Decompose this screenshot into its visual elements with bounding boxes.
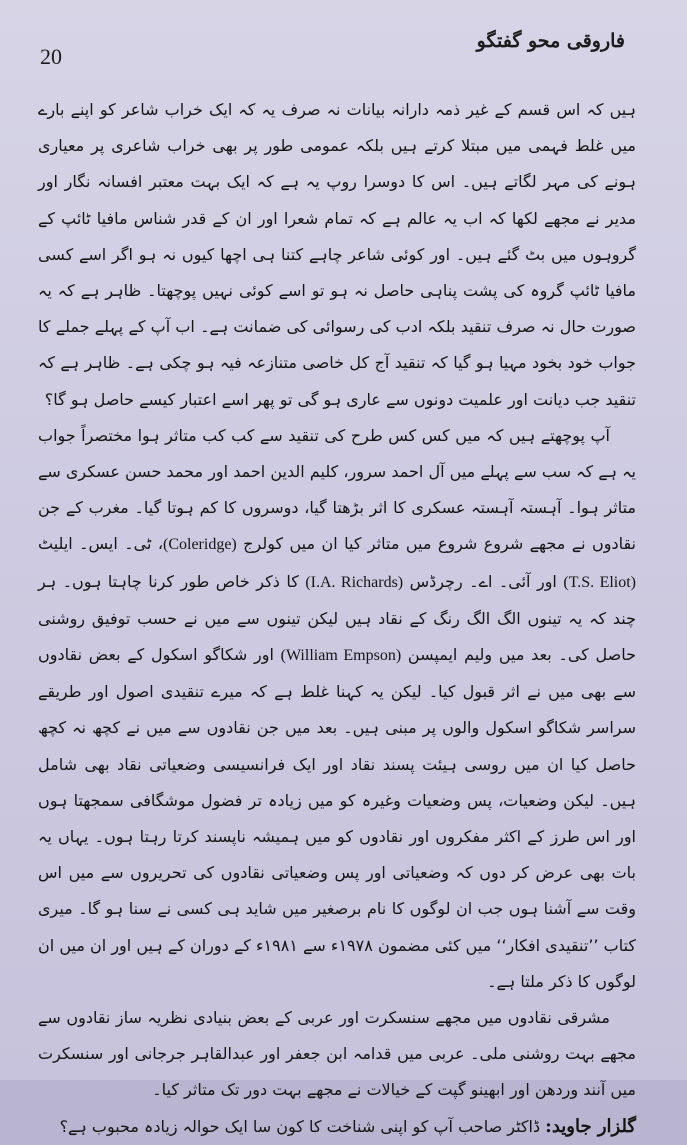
eliot-latin: (T.S. Eliot): [563, 573, 637, 591]
richards-latin: (I.A. Richards): [305, 573, 404, 591]
question-speaker: گلزار جاوید:: [545, 1115, 636, 1137]
paragraph-3: مشرقی نقادوں میں مجھے سنسکرت اور عربی کے بعض بنیادی نظریہ ساز نقادوں سے مجھے بہت روشنی ملی۔ عربی میں قدامہ ابن جعفر اور عبدالقاہر جرجانی اور سنسکرت میں آنند وردھن اور ابھینو گپت کے خیالات نے مجھے بہت دور تک متاثر کیا۔: [38, 1008, 636, 1100]
question-line: [38, 1109, 636, 1145]
running-head: فاروقی محو گفتگو: [476, 30, 625, 52]
paragraph-1: ہیں کہ اس قسم کے غیر ذمہ دارانہ بیانات نہ صرف یہ کہ ایک خراب شاعر کو اپنے بارے میں غلط فہمی میں مبتلا کرتے ہیں بلکہ عمومی طور پر بھی خراب شاعری پر معیاری ہونے کی مہر لگاتے ہیں۔ اس کا دوسرا روپ یہ ہے کہ ایک بہت معتبر افسانہ نگار اور مدیر نے مجھے لکھا کہ اب یہ عالم ہے کہ تمام شعرا اور ان کے قدر شناس مافیا ٹائپ کے گروہوں میں بٹ گئے ہیں۔ اور کوئی شاعر چاہے کتنا ہی اچھا کیوں نہ ہو اگر اسے کسی مافیا ٹائپ گروہ کی پشت پناہی حاصل نہ ہو تو اسے کوئی نہیں پوچھتا۔ ظاہر ہے کہ یہ صورت حال نہ صرف تنقید بلکہ ادب کی رسوائی کی ضمانت ہے۔ اب آپ کے پہلے جملے کا جواب خود بخود مہیا ہو گیا کہ تنقید آج کل خاصی متنازعہ فیہ ہو چکی ہے۔ ظاہر ہے کہ تنقید جب دیانت اور علمیت دونوں سے عاری ہو گی تو پھر اسے اعتبار کیسے حاصل ہو گا؟: [38, 100, 636, 409]
body-text: [38, 92, 636, 1145]
paragraph-2-part-4: کا ذکر خاص طور کرنا چاہتا ہوں۔ ہر چند کہ یہ تینوں الگ الگ رنگ کے نقاد ہیں لیکن تینوں سے میں نے حسب توفیق روشنی حاصل کی۔ بعد میں ولیم ایمپسن: [38, 571, 636, 665]
paragraph-2-part-2: ، ٹی۔ ایس۔ ایلیٹ: [38, 534, 163, 554]
paragraph-2-part-5: اور شکاگو اسکول کے بعض نقادوں سے بھی میں نے اثر قبول کیا۔ لیکن یہ کہنا غلط ہے کہ میرے تنقیدی اصول اور طریقے سراسر شکاگو اسکول والوں پر مبنی ہیں۔ بعد میں جن نقادوں سے میں نے کچھ نہ کچھ حاصل کیا ان میں روسی ہیئت پسند نقاد اور ایک فرانسیسی وضعیاتی نقاد بھی شامل ہیں۔ لیکن وضعیات، پس وضعیات وغیرہ کو میں زیادہ تر فضول موشگافی سمجھتا ہوں اور اس طرز کے اکثر مفکروں اور نقادوں کو میں ہمیشہ ناپسند کرتا رہتا ہوں۔ یہاں یہ بات بھی عرض کر دوں کہ وضعیاتی اور پس وضعیاتی نقادوں کی تحریروں سے میں اس وقت سے آشنا ہوں جب ان لوگوں کا نام برصغیر میں شاید ہی کسی نے سنا ہو گا۔ میری کتاب ’’تنقیدی افکار‘‘ میں کئی مضمون ۱۹۷۸ء سے ۱۹۸۱ء کے دوران کے ہیں اور ان میں ان لوگوں کا ذکر ملتا ہے۔: [38, 645, 637, 991]
page-number: 20: [40, 44, 62, 69]
paragraph-2-part-3: اور آئی۔ اے۔ رچرڈس: [409, 571, 557, 591]
question-text: ڈاکٹر صاحب آپ کو اپنی شناخت کا کون سا ایک حوالہ زیادہ محبوب ہے؟: [59, 1116, 541, 1136]
paragraph-2: [38, 418, 636, 1000]
paragraph-2-part-1: آپ پوچھتے ہیں کہ میں کس کس طرح کی تنقید سے کب کب متاثر ہوا مختصراً جواب یہ ہے کہ سب سے پہلے میں آل احمد سرور، کلیم الدین احمد اور محمد حسن عسکری سے متاثر ہوا۔ آہستہ آہستہ عسکری کا اثر بڑھتا گیا، دوسروں کا کم ہوتا گیا۔ مغرب کے جن نقادوں نے مجھے شروع شروع میں متاثر کیا ان میں کولرج: [38, 425, 637, 554]
empson-latin: (William Empson): [280, 647, 402, 665]
coleridge-latin: (Coleridge): [163, 536, 237, 554]
